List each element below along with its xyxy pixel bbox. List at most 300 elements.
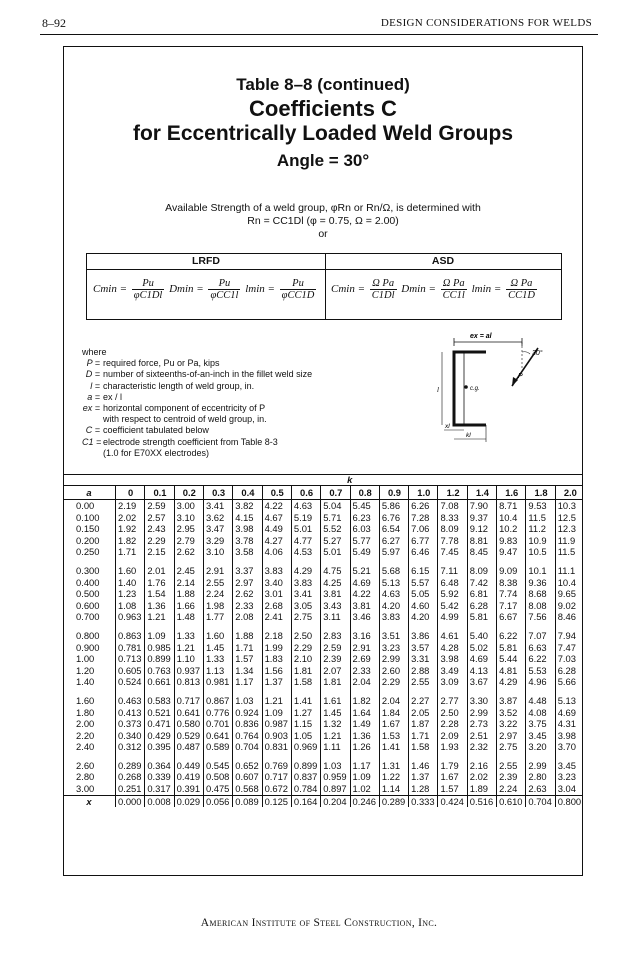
- a-value: 0.150: [76, 523, 100, 535]
- coefficient-cell: 7.94: [555, 630, 583, 642]
- coefficient-cell: 7.07: [526, 630, 555, 642]
- coefficient-cell: 2.68: [262, 600, 291, 612]
- coefficient-cell: 8.09: [467, 565, 496, 577]
- k-column-header: 1.8: [526, 486, 555, 500]
- table-row: [64, 730, 583, 742]
- spacer-cell: [321, 753, 350, 760]
- coefficient-cell: 1.36: [350, 730, 379, 742]
- coefficient-cell: 2.77: [438, 695, 467, 707]
- spacer-cell: [174, 753, 203, 760]
- spacer-cell: [233, 623, 262, 630]
- coefficient-cell: 1.54: [145, 588, 174, 600]
- coefficient-cell: 1.58: [291, 676, 320, 688]
- lrfd-lmin-fraction: [280, 278, 317, 301]
- spacer-cell: [321, 688, 350, 695]
- coefficient-cell: 1.89: [467, 783, 496, 795]
- k-column-header: 1.6: [497, 486, 526, 500]
- x-value-cell: 0.125: [262, 795, 291, 807]
- coefficient-cell: 2.24: [203, 588, 232, 600]
- coefficient-cell: 0.580: [174, 718, 203, 730]
- coefficient-cell: 2.59: [321, 642, 350, 654]
- spacer-cell: [145, 558, 174, 565]
- coefficient-cell: 2.50: [438, 707, 467, 719]
- spacer-cell: [438, 623, 467, 630]
- spacer-cell: [291, 688, 320, 695]
- lrfd-lmin-lhs: lmin =: [245, 283, 275, 296]
- x-value-cell: 0.333: [409, 795, 438, 807]
- coefficient-cell: 2.51: [467, 730, 496, 742]
- coefficient-cell: 3.23: [379, 642, 408, 654]
- fraction-denominator: φCC1l: [210, 290, 239, 301]
- fraction-numerator: Ω Pa: [441, 278, 467, 290]
- a-value: 0.400: [76, 576, 100, 588]
- coefficient-cell: 4.15: [233, 512, 262, 524]
- coefficient-cell: 2.88: [409, 665, 438, 677]
- spacer-cell: [350, 753, 379, 760]
- k-column-header: 0: [116, 486, 145, 500]
- coefficient-cell: 1.08: [116, 600, 145, 612]
- coefficient-cell: 10.5: [526, 546, 555, 558]
- lrfd-dmin-lhs: Dmin =: [169, 283, 204, 296]
- x-value-cell: 0.056: [203, 795, 232, 807]
- coefficient-cell: 6.22: [497, 630, 526, 642]
- coefficient-cell: 1.17: [233, 676, 262, 688]
- coefficient-cell: 5.21: [350, 565, 379, 577]
- coefficient-cell: 0.863: [116, 630, 145, 642]
- definition-text: horizontal component of eccentricity of P: [103, 403, 266, 414]
- coefficient-cell: 2.50: [291, 630, 320, 642]
- coefficient-cell: 2.28: [438, 718, 467, 730]
- spacer-cell: [350, 558, 379, 565]
- coefficient-cell: 4.20: [379, 600, 408, 612]
- coefficient-cell: 1.81: [321, 676, 350, 688]
- coefficient-cell: 9.83: [497, 535, 526, 547]
- coefficient-cell: 0.641: [203, 730, 232, 742]
- coefficient-cell: 0.899: [145, 653, 174, 665]
- coefficient-cell: 5.45: [350, 500, 379, 512]
- coefficient-cell: 3.87: [497, 695, 526, 707]
- coefficient-cell: 3.20: [526, 741, 555, 753]
- asd-dmin-lhs: Dmin =: [401, 283, 436, 296]
- coefficient-cell: 5.52: [321, 523, 350, 535]
- coefficient-cell: 7.17: [497, 600, 526, 612]
- coefficient-cell: 0.583: [145, 695, 174, 707]
- coefficient-cell: 3.41: [203, 500, 232, 512]
- coefficient-cell: 11.5: [555, 546, 583, 558]
- coefficient-cell: 4.27: [262, 535, 291, 547]
- coefficient-cell: 1.22: [379, 771, 408, 783]
- spacer-cell: [174, 688, 203, 695]
- coefficient-cell: 0.524: [116, 676, 145, 688]
- coefficient-cell: 7.03: [555, 653, 583, 665]
- spacer-cell: [64, 753, 116, 760]
- spacer-cell: [233, 558, 262, 565]
- coefficient-cell: 0.521: [145, 707, 174, 719]
- coefficient-cell: 0.373: [116, 718, 145, 730]
- coefficient-cell: 4.60: [409, 600, 438, 612]
- spacer-cell: [291, 753, 320, 760]
- coefficient-cell: 1.09: [350, 771, 379, 783]
- coefficient-cell: 0.713: [116, 653, 145, 665]
- coefficient-cell: 3.04: [555, 783, 583, 795]
- coefficient-cell: 2.33: [350, 665, 379, 677]
- spacer-cell: [379, 688, 408, 695]
- k-header-label: k: [116, 475, 584, 486]
- coefficient-cell: 1.05: [291, 730, 320, 742]
- coefficient-cell: 2.83: [321, 630, 350, 642]
- spacer-cell: [497, 688, 526, 695]
- coefficient-cell: 1.83: [262, 653, 291, 665]
- coefficient-cell: 6.27: [379, 535, 408, 547]
- coefficient-cell: 3.51: [379, 630, 408, 642]
- fraction-denominator: C1Dl: [371, 290, 395, 301]
- coefficient-cell: 12.3: [555, 523, 583, 535]
- coefficient-cell: 9.65: [555, 588, 583, 600]
- coefficient-cell: 11.2: [526, 523, 555, 535]
- coefficient-cell: 4.06: [262, 546, 291, 558]
- coefficient-cell: 1.77: [203, 611, 232, 623]
- coefficient-cell: 4.48: [526, 695, 555, 707]
- coefficient-cell: 7.08: [438, 500, 467, 512]
- coefficient-cell: 0.641: [174, 707, 203, 719]
- coefficient-cell: 6.22: [526, 653, 555, 665]
- fraction-denominator: CC1D: [508, 290, 535, 301]
- k-column-header: 0.5: [262, 486, 291, 500]
- coefficient-cell: 2.10: [291, 653, 320, 665]
- x-value-cell: 0.424: [438, 795, 467, 807]
- coefficient-cell: 6.77: [409, 535, 438, 547]
- fraction-numerator: Pu: [208, 278, 240, 290]
- coefficient-cell: 3.82: [233, 500, 262, 512]
- column-header-row: [64, 486, 583, 500]
- where-label: where: [82, 347, 107, 357]
- spacer-cell: [526, 558, 555, 565]
- coefficient-cell: 1.61: [321, 695, 350, 707]
- coefficient-cell: 2.91: [350, 642, 379, 654]
- coefficient-cell: 4.29: [497, 676, 526, 688]
- coefficient-cell: 5.42: [438, 600, 467, 612]
- coefficient-cell: 3.58: [233, 546, 262, 558]
- x-value-cell: 0.516: [467, 795, 496, 807]
- coefficient-cell: 4.96: [526, 676, 555, 688]
- spacer-cell: [64, 558, 116, 565]
- coefficient-cell: 0.672: [262, 783, 291, 795]
- angle-label: 30°: [532, 350, 543, 357]
- coefficient-cell: 5.27: [321, 535, 350, 547]
- coefficient-cell: 1.48: [174, 611, 203, 623]
- coefficient-cell: 1.71: [116, 546, 145, 558]
- spacer-cell: [203, 623, 232, 630]
- k-column-header: 0.7: [321, 486, 350, 500]
- spacer-cell: [555, 688, 583, 695]
- coefficient-cell: 3.46: [350, 611, 379, 623]
- spacer-cell: [467, 753, 496, 760]
- coefficient-cell: 3.00: [174, 500, 203, 512]
- coefficient-cell: 8.81: [467, 535, 496, 547]
- coefficient-cell: 1.84: [379, 707, 408, 719]
- coefficient-cell: 1.34: [233, 665, 262, 677]
- coefficient-cell: 0.545: [203, 760, 232, 772]
- k-column-header: 2.0: [555, 486, 583, 500]
- x-value-cell: 0.800: [555, 795, 583, 807]
- x-value-cell: 0.289: [379, 795, 408, 807]
- coefficient-cell: 7.06: [409, 523, 438, 535]
- coefficient-cell: 0.391: [174, 783, 203, 795]
- definition-text: (1.0 for E70XX electrodes): [103, 447, 210, 458]
- publisher-footer: American Institute of Steel Construction, Inc.: [200, 917, 438, 929]
- spacer-cell: [203, 558, 232, 565]
- page-number: 8–92: [42, 16, 66, 30]
- coefficient-cell: 2.73: [467, 718, 496, 730]
- coefficient-cell: 5.77: [350, 535, 379, 547]
- coefficient-cell: 0.268: [116, 771, 145, 783]
- coefficient-cell: 1.57: [233, 653, 262, 665]
- spacer-cell: [116, 623, 145, 630]
- coefficient-cell: 1.67: [438, 771, 467, 783]
- coefficient-cell: 1.33: [174, 630, 203, 642]
- spacer-cell: [497, 753, 526, 760]
- coefficient-cell: 7.74: [497, 588, 526, 600]
- definition-row: [82, 369, 312, 380]
- coefficient-cell: 7.11: [438, 565, 467, 577]
- coefficient-cell: 5.05: [409, 588, 438, 600]
- coefficient-cell: 3.57: [409, 642, 438, 654]
- available-strength-equation: Rn = CC1Dl (φ = 0.75, Ω = 2.00): [247, 215, 399, 227]
- coefficient-cell: 3.81: [350, 600, 379, 612]
- coefficient-cell: 3.16: [350, 630, 379, 642]
- coefficient-cell: 6.23: [350, 512, 379, 524]
- coefficient-cell: 0.981: [203, 676, 232, 688]
- coefficient-cell: 1.79: [438, 760, 467, 772]
- coefficient-cell: 4.99: [438, 611, 467, 623]
- table-row: [64, 665, 583, 677]
- coefficient-cell: 1.67: [379, 718, 408, 730]
- a-value: 1.40: [76, 676, 95, 688]
- coefficient-cell: 0.704: [233, 741, 262, 753]
- formula-table: [86, 253, 562, 320]
- coefficient-cell: 7.78: [438, 535, 467, 547]
- a-value: 2.80: [76, 771, 95, 783]
- coefficient-cell: 10.4: [555, 577, 583, 589]
- definition-row: [82, 448, 312, 459]
- spacer-cell: [467, 688, 496, 695]
- available-strength-note: [64, 202, 582, 241]
- definition-row: [82, 437, 312, 448]
- lrfd-cmin-fraction: [132, 278, 165, 301]
- spacer-cell: [350, 688, 379, 695]
- coefficient-cell: 0.763: [145, 665, 174, 677]
- spacer-cell: [379, 623, 408, 630]
- coefficient-cell: 0.487: [174, 741, 203, 753]
- x-row-label: x: [64, 795, 116, 807]
- table-row: [64, 600, 583, 612]
- coefficient-cell: 4.08: [526, 707, 555, 719]
- coefficient-cell: 3.81: [321, 588, 350, 600]
- coefficient-cell: 2.55: [409, 676, 438, 688]
- coefficient-cell: 1.23: [116, 588, 145, 600]
- coefficient-cell: 0.419: [174, 771, 203, 783]
- header-rule: [40, 34, 598, 35]
- coefficient-cell: 0.985: [145, 642, 174, 654]
- a-value: 0.500: [76, 588, 100, 600]
- coefficient-cell: 3.05: [291, 600, 320, 612]
- coefficient-cell: 3.31: [409, 653, 438, 665]
- coefficient-cell: 2.04: [379, 695, 408, 707]
- coefficient-cell: 2.32: [467, 741, 496, 753]
- coefficient-cell: 1.31: [379, 760, 408, 772]
- coefficient-cell: 10.3: [555, 500, 583, 512]
- coefficient-cell: 2.59: [145, 500, 174, 512]
- coefficient-cell: 1.64: [350, 707, 379, 719]
- fraction-numerator: Pu: [132, 278, 165, 290]
- coefficient-cell: 1.03: [233, 695, 262, 707]
- coefficient-cell: 7.47: [555, 642, 583, 654]
- table-row: [64, 718, 583, 730]
- spacer-cell: [262, 688, 291, 695]
- coefficient-cell: 3.98: [438, 653, 467, 665]
- spacer-cell: [526, 753, 555, 760]
- table-row: [64, 565, 583, 577]
- coefficient-cell: 3.11: [321, 611, 350, 623]
- spacer-cell: [321, 558, 350, 565]
- coefficient-cell: 4.20: [409, 611, 438, 623]
- coefficient-cell: 0.508: [203, 771, 232, 783]
- coefficient-cell: 0.317: [145, 783, 174, 795]
- coefficient-cell: 0.395: [145, 741, 174, 753]
- coefficient-cell: 1.45: [203, 642, 232, 654]
- table-row: [64, 741, 583, 753]
- coefficient-cell: 2.55: [203, 577, 232, 589]
- coefficient-cell: 9.12: [467, 523, 496, 535]
- table-row: [64, 676, 583, 688]
- table-row: [64, 546, 583, 558]
- coefficient-cell: 4.25: [321, 577, 350, 589]
- coefficient-cell: 0.784: [291, 783, 320, 795]
- coefficient-cell: 0.717: [174, 695, 203, 707]
- coefficient-cell: 2.75: [497, 741, 526, 753]
- spacer-cell: [379, 753, 408, 760]
- available-strength-line: Available Strength of a weld group, φRn or Rn/Ω, is determined with: [165, 202, 481, 214]
- coefficient-cell: 8.71: [497, 500, 526, 512]
- coefficient-cell: 2.39: [321, 653, 350, 665]
- table-row: [64, 771, 583, 783]
- coefficient-cell: 2.18: [262, 630, 291, 642]
- lrfd-header: LRFD: [87, 254, 325, 270]
- coefficient-cell: 10.2: [497, 523, 526, 535]
- coefficient-cell: 1.87: [409, 718, 438, 730]
- coefficient-cell: 2.02: [467, 771, 496, 783]
- spacer-cell: [409, 753, 438, 760]
- coefficient-cell: 5.53: [526, 665, 555, 677]
- coefficient-cell: 7.56: [526, 611, 555, 623]
- spacer-cell: [64, 623, 116, 630]
- coefficient-cell: 4.29: [291, 565, 320, 577]
- spacer-cell: [379, 558, 408, 565]
- lrfd-dmin-fraction: [208, 278, 240, 301]
- asd-lmin-lhs: lmin =: [471, 283, 502, 296]
- coefficient-cell: 6.26: [409, 500, 438, 512]
- coefficient-cell: 1.09: [262, 707, 291, 719]
- k-header-row: [64, 475, 583, 486]
- coefficient-cell: 0.312: [116, 741, 145, 753]
- coefficient-cell: 4.53: [291, 546, 320, 558]
- angle-label: Angle = 30°: [276, 151, 370, 170]
- a-value: 3.00: [76, 783, 95, 795]
- k-column-header: 0.1: [145, 486, 174, 500]
- k-column-header: 1.0: [409, 486, 438, 500]
- coefficient-cell: 2.60: [379, 665, 408, 677]
- fraction-denominator: CC1l: [442, 290, 465, 301]
- coefficient-cell: 10.9: [526, 535, 555, 547]
- x-value-cell: 0.246: [350, 795, 379, 807]
- coefficient-cell: 0.589: [203, 741, 232, 753]
- coefficient-cell: 4.75: [321, 565, 350, 577]
- table-row: [64, 630, 583, 642]
- table-row: [64, 523, 583, 535]
- spacer-cell: [321, 623, 350, 630]
- definition-symbol: a =: [87, 391, 100, 402]
- coefficient-cell: 3.70: [555, 741, 583, 753]
- centroid-dot: [464, 385, 468, 389]
- a-value: 1.80: [76, 706, 95, 718]
- spacer-cell: [438, 753, 467, 760]
- coefficient-cell: 1.71: [233, 642, 262, 654]
- table-row: [64, 642, 583, 654]
- coefficient-cell: 2.04: [350, 676, 379, 688]
- coefficient-cell: 1.21: [174, 642, 203, 654]
- table-row: [64, 500, 583, 512]
- coefficient-cell: 5.40: [467, 630, 496, 642]
- coefficient-cell: 1.88: [233, 630, 262, 642]
- coefficient-table: [64, 474, 583, 807]
- coefficient-cell: 2.62: [174, 546, 203, 558]
- coefficient-cell: 1.15: [291, 718, 320, 730]
- weld-group-diagram: [404, 330, 564, 445]
- spacer-cell: [467, 558, 496, 565]
- coefficient-cell: 11.1: [555, 565, 583, 577]
- definition-symbol: D =: [85, 369, 100, 380]
- coefficient-cell: 4.69: [555, 707, 583, 719]
- coefficient-cell: 8.08: [526, 600, 555, 612]
- coefficient-cell: 4.49: [262, 523, 291, 535]
- coefficient-cell: 3.47: [203, 523, 232, 535]
- a-column-header: a: [64, 486, 116, 500]
- x-value-cell: 0.704: [526, 795, 555, 807]
- coefficient-cell: 2.09: [438, 730, 467, 742]
- coefficient-cell: 3.10: [174, 512, 203, 524]
- lrfd-cmin-lhs: Cmin =: [93, 283, 128, 296]
- coefficient-cell: 1.36: [145, 600, 174, 612]
- coefficient-cell: 0.987: [262, 718, 291, 730]
- angle-arc: [522, 352, 530, 354]
- definition-text: electrode strength coefficient from Table 8-3: [103, 436, 278, 447]
- coefficient-cell: 0.813: [174, 676, 203, 688]
- coefficient-cell: 2.29: [145, 535, 174, 547]
- coefficient-cell: 0.471: [145, 718, 174, 730]
- spacer-cell: [438, 688, 467, 695]
- p-label: P: [518, 373, 523, 380]
- coefficient-cell: 3.45: [555, 760, 583, 772]
- coefficient-cell: 4.22: [262, 500, 291, 512]
- table-row: [64, 577, 583, 589]
- coefficient-cell: 9.53: [526, 500, 555, 512]
- coefficient-cell: 5.02: [467, 642, 496, 654]
- coefficient-cell: 2.79: [174, 535, 203, 547]
- coefficient-cell: 0.867: [203, 695, 232, 707]
- coefficient-cell: 2.16: [467, 760, 496, 772]
- coefficient-cell: 1.82: [350, 695, 379, 707]
- l-label: l: [437, 386, 439, 394]
